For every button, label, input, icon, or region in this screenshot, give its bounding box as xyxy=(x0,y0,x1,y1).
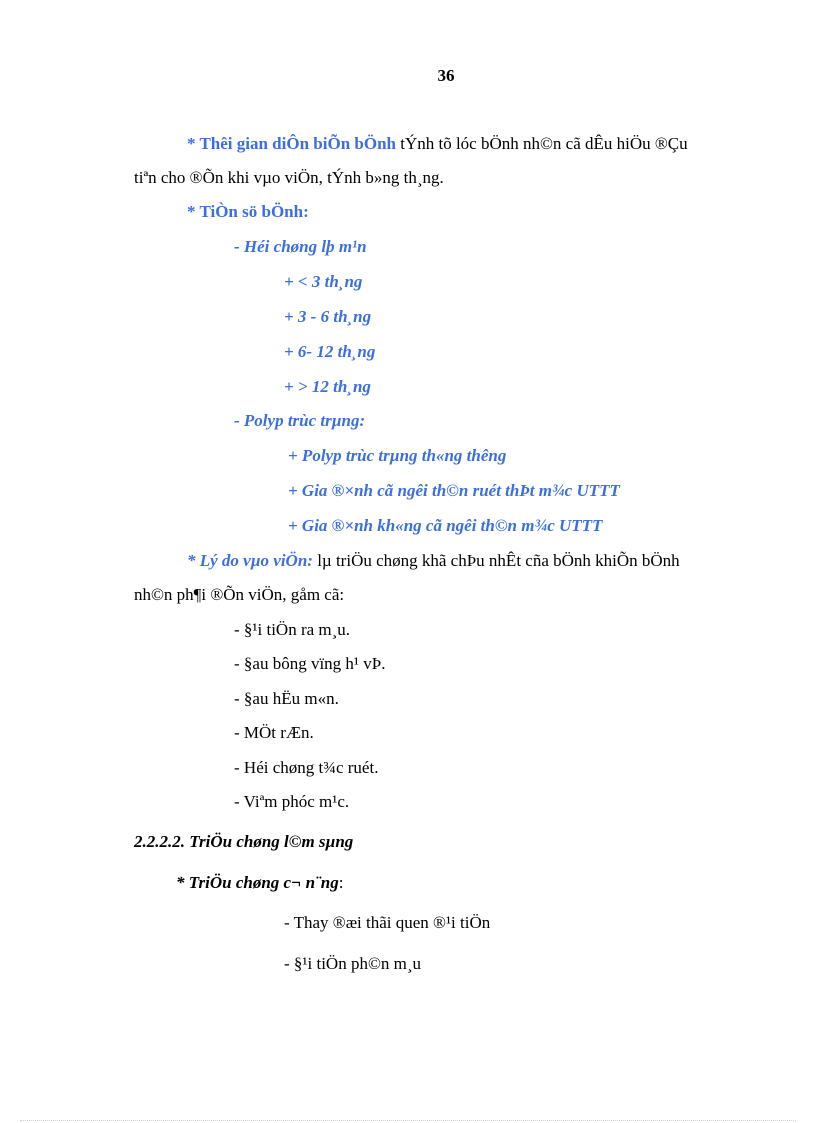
history-item: + Gia ®×nh cã ngêi th©n ruét thÞt m¾c UTTT xyxy=(288,481,620,500)
label-disease-duration: * Thêi gian diÔn biÕn bÖnh xyxy=(187,134,396,153)
subheading-suffix: : xyxy=(338,873,344,892)
reason-item: - Viªm phóc m¹c. xyxy=(234,792,350,811)
history-item: + 3 - 6 th¸ng xyxy=(284,307,372,326)
text-disease-duration-2: tiªn cho ®Õn khi vµo viÖn, tÝnh b»ng th¸ng. xyxy=(134,168,444,187)
history-item: + < 3 th¸ng xyxy=(284,272,363,291)
reason-item: - §au hËu m«n. xyxy=(234,689,339,708)
page-number: 36 xyxy=(437,66,455,85)
text-disease-duration-1: tÝnh tõ lóc bÖnh nh©n cã dÊu hiÖu ®Çu xyxy=(395,134,688,153)
symptom-item: - §¹i tiÖn ph©n m¸u xyxy=(284,954,422,973)
history-item: - Héi chøng lþ m¹n xyxy=(234,237,367,256)
history-item: + 6- 12 th¸ng xyxy=(284,342,376,361)
history-item: + Polyp trùc trµng th«ng thêng xyxy=(288,446,507,465)
paragraph-admission-reason xyxy=(187,551,680,571)
history-item: + > 12 th¸ng xyxy=(284,377,371,396)
footer-divider xyxy=(20,1120,796,1121)
subheading-text: * TriÖu chøng c¬ n¨ng xyxy=(176,873,339,892)
reason-item: - §¹i tiÖn ra m¸u. xyxy=(234,620,351,639)
text-admission-reason-1: lµ triÖu chøng khã chÞu nhÊt cña bÖnh khiÕn bÖnh xyxy=(312,551,680,570)
symptom-item: - Thay ®æi thãi quen ®¹i tiÖn xyxy=(284,913,491,932)
history-item: - Polyp trùc trµng: xyxy=(234,411,366,430)
history-item: + Gia ®×nh kh«ng cã ngêi th©n m¾c UTTT xyxy=(288,516,603,535)
text-admission-reason-2: nh©n ph¶i ®Õn viÖn, gåm cã: xyxy=(134,585,345,604)
subsection-heading xyxy=(176,873,343,893)
label-medical-history: * TiÒn sö bÖnh: xyxy=(187,202,309,221)
reason-item: - MÖt rÆn. xyxy=(234,723,314,742)
paragraph-disease-duration xyxy=(187,134,688,154)
reason-item: - Héi chøng t¾c ruét. xyxy=(234,758,379,777)
label-admission-reason: * Lý do vµo viÖn: xyxy=(187,551,313,570)
reason-item: - §au bông vïng h¹ vÞ. xyxy=(234,654,386,673)
section-heading: 2.2.2.2. TriÖu chøng l©m sµng xyxy=(134,832,354,851)
